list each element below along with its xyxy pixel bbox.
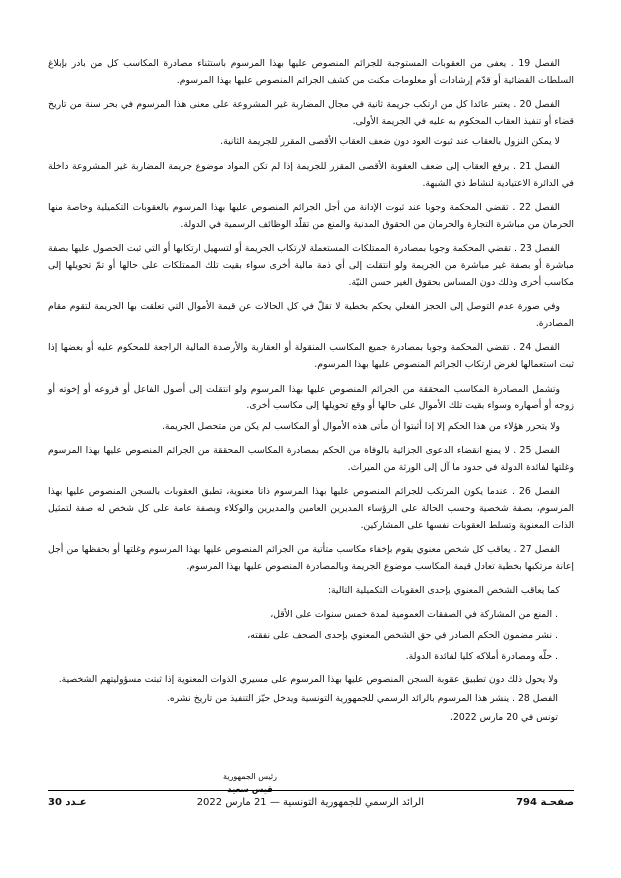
article-20: الفصل 20 . يعتبر عائدا كل من ارتكب جريمة ثانية في مجال المضاربة غير المشروعة على معنى هذا المرسوم في بحر سنة من تاريخ قضاء أو تنفيذ العقاب المحكوم به عليه في الجريمة الأولى. bbox=[48, 99, 574, 127]
list-item: . حلّه ومصادرة أملاكه كليا لفائدة الدولة. bbox=[405, 651, 558, 663]
article-19: الفصل 19 . يعفى من العقوبات المستوجبة للجرائم المنصوص عليها بهذا المرسوم باستثناء مصادرة المكاسب كل من بادر بإبلاغ السلطات القضائية أو قدّم إرشادات أو معلومات مكنت من كشف الجرائم المنصوص عليها بهذا المرسوم. bbox=[48, 58, 574, 86]
signature-block bbox=[220, 770, 280, 797]
article-28: الفصل 28 . ينشر هذا المرسوم بالرائد الرسمي للجمهورية التونسية ويدخل حيّز التنفيذ من تاريخ نشره. bbox=[166, 693, 558, 705]
article-24-scope: وتشمل المصادرة المكاسب المحققة من الجرائم المنصوص عليها بهذا المرسوم ولو انتقلت إلى أصول الفاعل أو فروعه أو إخوته أو زوجه أو أصهاره وسواء بقيت تلك الأموال على حالها أو وقع تحويلها إلى مكاسب أخرى. bbox=[48, 383, 574, 412]
signature-title: رئيس الجمهورية bbox=[223, 772, 277, 781]
article-20-note: لا يمكن النزول بالعقاب عند ثبوت العود دون ضعف العقاب الأقصى المقرر للجريمة الثانية. bbox=[220, 136, 560, 148]
footer-divider bbox=[48, 790, 574, 791]
issue-number: عـدد 30 bbox=[48, 797, 87, 808]
article-23: الفصل 23 . تقضي المحكمة وجوبا بمصادرة الممتلكات المستعملة لارتكاب الجريمة أو لتسهيل ارتكابها أو التي ثبت الحصول عليها بصفة مباشرة أو بصفة غير مباشرة من الجريمة ولو انتقلت إلى أي ذمة مالية أخرى سواء بقيت تلك الممتلكات على حالها أو تمّ تحويلها إلى مكاسب أخرى وذلك دون المساس بحقوق الغير حسن النيّة. bbox=[48, 243, 574, 288]
list-item: . نشر مضمون الحكم الصادر في حق الشخص المعنوي بإحدى الصحف على نفقته، bbox=[247, 630, 558, 642]
article-24-exemption: ولا يتحرر هؤلاء من هذا الحكم إلا إذا أثبتوا أن مأتى هذه الأموال أو المكاسب لم يكن من متحصل الجريمة. bbox=[161, 420, 560, 432]
article-25: الفصل 25 . لا يمنع انقضاء الدعوى الجزائية بالوفاة من الحكم بمصادرة المكاسب المحققة من الجرائم المنصوص عليها بهذا المرسوم وغلتها لفائدة الدولة في حدود ما آل إلى الورثة من الميراث. bbox=[48, 445, 574, 473]
penalties-list bbox=[48, 604, 574, 667]
signature-name: قيس سعيد bbox=[227, 785, 273, 795]
page-number: صفحـة 794 bbox=[516, 797, 574, 808]
article-27-closing: ولا يحول ذلك دون تطبيق عقوبة السجن المنصوص عليها بهذا المرسوم على مسيري الذوات المعنوية إذا ثبتت مسؤوليتهم الشخصية. bbox=[58, 674, 558, 686]
article-27: الفصل 27 . يعاقب كل شخص معنوي يقوم بإخفاء مكاسب متأتية من الجرائم المنصوص عليها بهذا المرسوم وغلتها أو بحفظها من أجل إعانة مرتكبها بخطية تعادل قيمة المكاسب موضوع الجريمة وبالمصادرة المنصوص عليها بهذا المرسوم. bbox=[48, 544, 574, 572]
article-22: الفصل 22 . تقضي المحكمة وجوبا عند ثبوت الإدانة من أجل الجرائم المنصوص عليها بهذا المرسوم بالعقوبات التكميلية وخاصة منها الحرمان من مباشرة التجارة والحرمان من الحقوق المدنية والمنع من تقلّد الوظائف الرسمية في الدولة. bbox=[48, 202, 574, 230]
article-23-note: وفي صورة عدم التوصل إلى الحجز الفعلي يحكم بخطية لا تقلّ في كل الحالات عن قيمة الأموال التي تعلقت بها الجريمة لتقوم مقام المصادرة. bbox=[48, 301, 574, 329]
document-body bbox=[48, 56, 574, 728]
article-26: الفصل 26 . عندما يكون المرتكب للجرائم المنصوص عليها بهذا المرسوم ذاتا معنوية، تطبق العقوبات بالسجن المنصوص عليها بهذا المرسوم، بصفة شخصية وحسب الحالة على الرؤساء المديرين العامين والمديرين والوكلاء وبصفة عامة على كل شخص له صفة لتمثيل الذات المعنوية وتسلط العقوبات نفسها على المشاركين. bbox=[48, 486, 574, 531]
date-line: تونس في 20 مارس 2022. bbox=[450, 712, 558, 724]
article-24: الفصل 24 . تقضي المحكمة وجوبا بمصادرة جميع المكاسب المنقولة أو العقارية والأرصدة المالية الراجعة للمحكوم عليه أو بعضها إذا ثبت استعمالها لغرض ارتكاب الجرائم المنصوص عليها بهذا المرسوم. bbox=[48, 342, 574, 370]
journal-title: الرائد الرسمي للجمهورية التونسية — 21 مارس 2022 bbox=[196, 797, 424, 808]
article-27-penalties-intro: كما يعاقب الشخص المعنوي بإحدى العقوبات التكميلية التالية: bbox=[327, 585, 560, 597]
article-21: الفصل 21 . يرفع العقاب إلى ضعف العقوبة الأقصى المقرر للجريمة إذا لم تكن المواد موضوع جريمة المضاربة غير المشروعة داخلة في الدائرة الاعتيادية لنشاط ذي الشبهة. bbox=[48, 160, 574, 189]
list-item: . المنع من المشاركة في الصفقات العمومية لمدة خمس سنوات على الأقل، bbox=[270, 609, 558, 621]
